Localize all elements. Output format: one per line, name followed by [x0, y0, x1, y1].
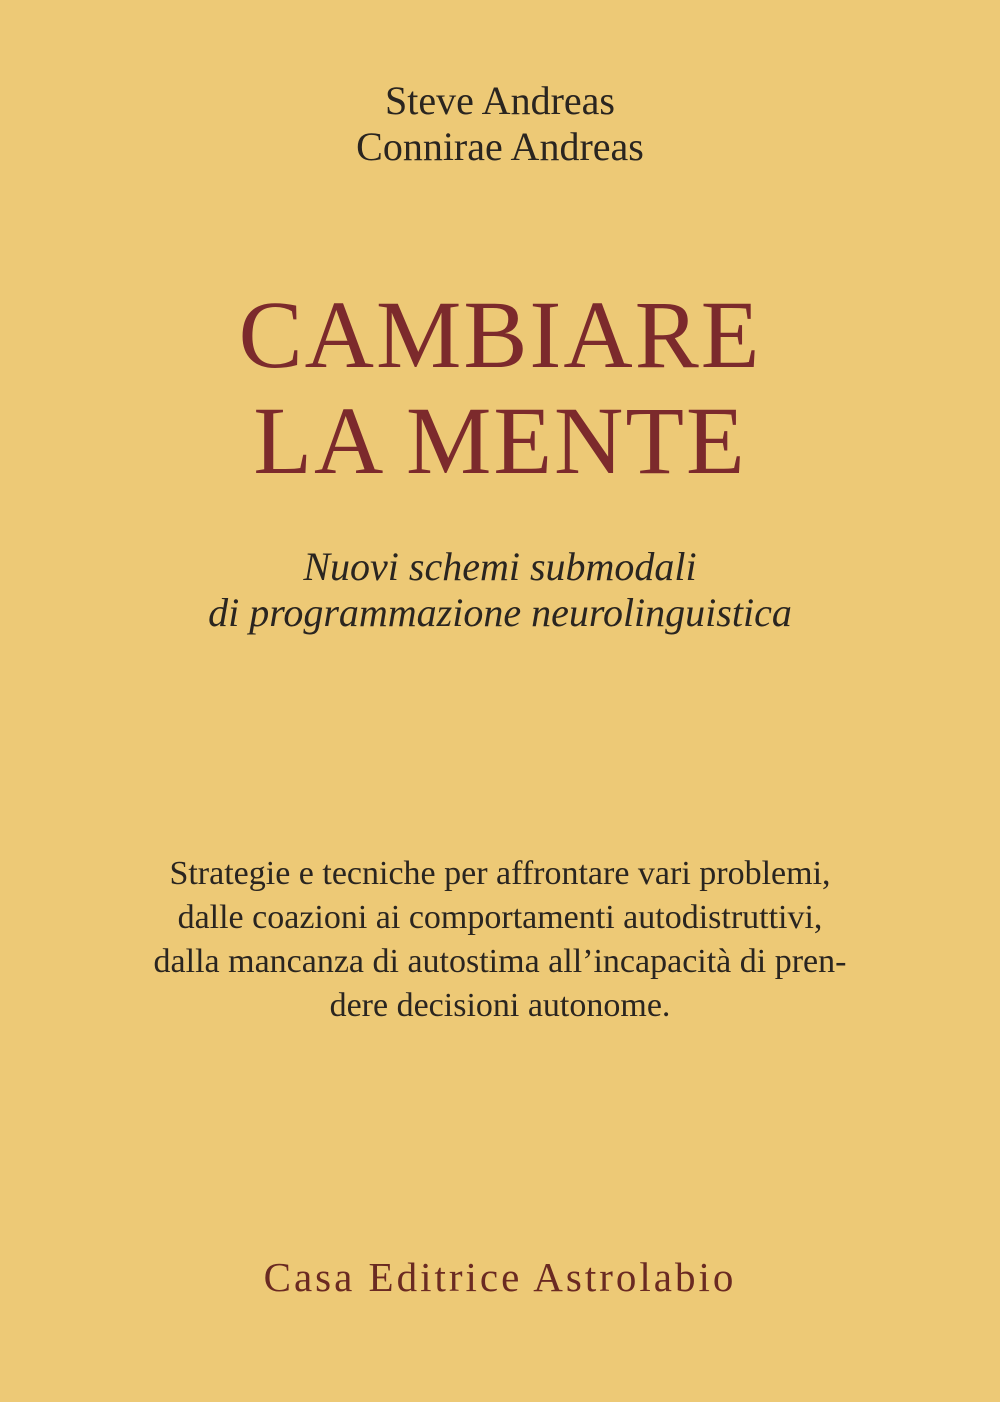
- book-title: [0, 282, 1000, 494]
- publisher-name: Casa Editrice Astrolabio: [263, 1254, 737, 1300]
- authors: [0, 78, 1000, 170]
- title-line: CAMBIARE: [238, 281, 762, 388]
- cover-blurb: [0, 852, 1000, 1028]
- title-line: LA MENTE: [253, 387, 747, 494]
- subtitle-line: Nuovi schemi submodali: [303, 544, 697, 589]
- author-name: Steve Andreas: [385, 78, 615, 123]
- blurb-line: Strategie e tecniche per affrontare vari problemi,: [169, 855, 831, 892]
- author-name: Connirae Andreas: [356, 124, 644, 169]
- book-subtitle: [0, 544, 1000, 636]
- blurb-line: dalla mancanza di autostima all’incapacità di pren-: [153, 943, 847, 980]
- subtitle-line: di programmazione neurolinguistica: [208, 590, 792, 635]
- blurb-line: dalle coazioni ai comportamenti autodistruttivi,: [177, 899, 823, 936]
- blurb-line: dere decisioni autonome.: [329, 987, 671, 1024]
